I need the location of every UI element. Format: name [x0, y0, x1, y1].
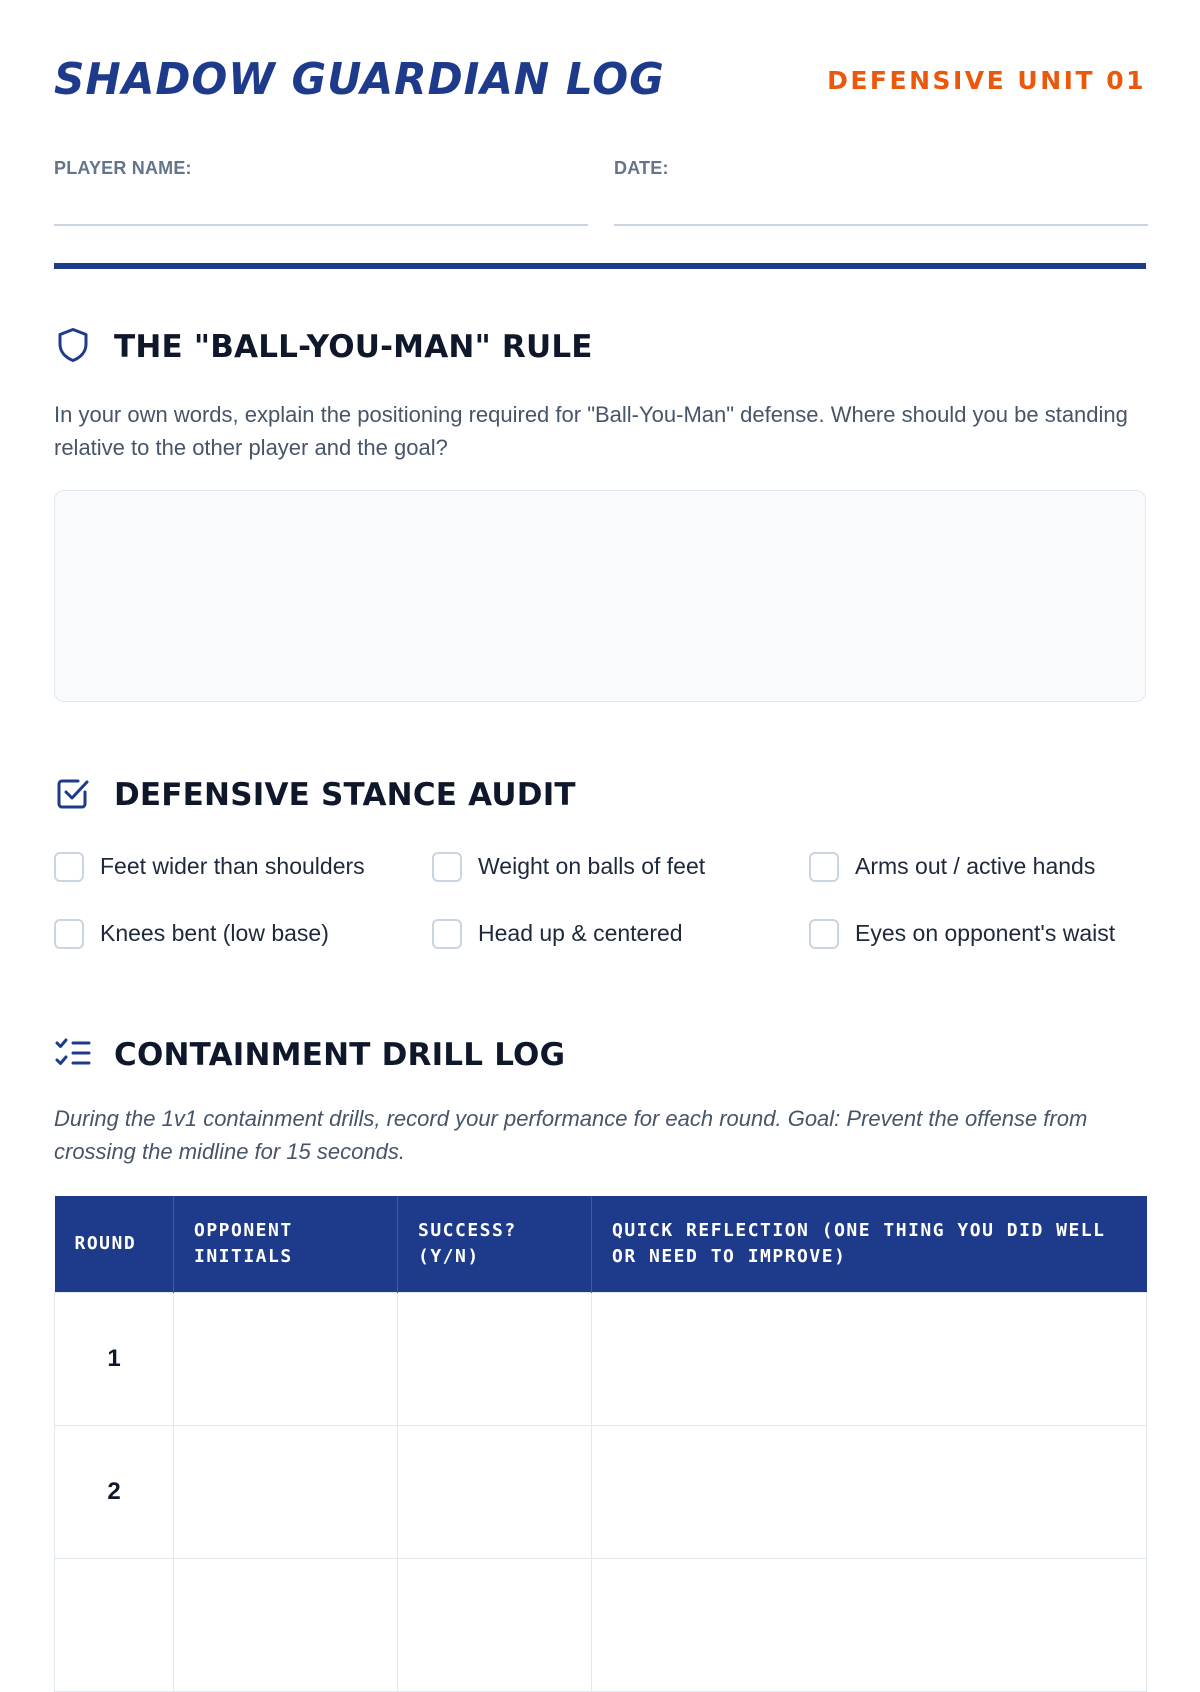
stance-checklist — [54, 852, 1146, 962]
round-number — [55, 1559, 174, 1692]
player-name-field[interactable] — [54, 158, 588, 226]
checkbox[interactable] — [809, 919, 839, 949]
column-header-round: ROUND — [55, 1196, 174, 1293]
table-row — [55, 1559, 1147, 1692]
shield-icon — [54, 326, 92, 364]
ball-you-man-prompt: In your own words, explain the positioning required for "Ball-You-Man" defense. Where should you be standing relative to the other player and the goal? — [54, 402, 1128, 460]
page-header — [54, 52, 1146, 112]
column-header-reflection: QUICK REFLECTION (ONE THING YOU DID WELL OR NEED TO IMPROVE) — [592, 1196, 1147, 1293]
success-cell[interactable] — [398, 1559, 592, 1692]
drill-prompt: During the 1v1 containment drills, record your performance for each round. Goal: Prevent the offense from crossing the midline for 15 seconds. — [54, 1106, 1088, 1164]
unit-badge: DEFENSIVE UNIT 01 — [827, 66, 1146, 95]
date-field[interactable] — [614, 158, 1148, 226]
checklist-item-label: Feet wider than shoulders — [100, 853, 365, 879]
checkbox-checked-icon — [54, 774, 92, 812]
section-ball-you-man-title: THE "BALL-YOU-MAN" RULE — [114, 329, 593, 365]
section-drill-header — [54, 1034, 1146, 1074]
table-row — [55, 1293, 1147, 1426]
section-ball-you-man-header — [54, 326, 1146, 366]
page-title: SHADOW GUARDIAN LOG — [54, 54, 665, 105]
date-label: DATE: — [614, 158, 669, 178]
round-number: 1 — [55, 1293, 174, 1426]
section-stance-header — [54, 774, 1146, 814]
success-cell[interactable] — [398, 1293, 592, 1426]
reflection-cell[interactable] — [592, 1559, 1147, 1692]
checkbox[interactable] — [809, 852, 839, 882]
list-checks-icon — [54, 1034, 92, 1072]
header-divider — [54, 263, 1146, 269]
checkbox[interactable] — [54, 852, 84, 882]
section-drill-title: CONTAINMENT DRILL LOG — [114, 1037, 566, 1073]
opponent-initials-cell[interactable] — [174, 1559, 398, 1692]
success-cell[interactable] — [398, 1426, 592, 1559]
section-stance-title: DEFENSIVE STANCE AUDIT — [114, 777, 576, 813]
column-header-success: SUCCESS? (Y/N) — [398, 1196, 592, 1293]
checklist-item-label: Knees bent (low base) — [100, 920, 329, 946]
checkbox[interactable] — [432, 852, 462, 882]
reflection-cell[interactable] — [592, 1293, 1147, 1426]
reflection-cell[interactable] — [592, 1426, 1147, 1559]
round-number: 2 — [55, 1426, 174, 1559]
ball-you-man-answer-box[interactable] — [54, 490, 1146, 702]
table-row — [55, 1426, 1147, 1559]
column-header-opponent: OPPONENT INITIALS — [174, 1196, 398, 1293]
checklist-item-label: Arms out / active hands — [855, 853, 1096, 879]
checkbox[interactable] — [54, 919, 84, 949]
drill-log-table — [54, 1196, 1147, 1692]
player-name-label: PLAYER NAME: — [54, 158, 192, 178]
table-header-row — [55, 1196, 1147, 1293]
date-input-line[interactable] — [614, 224, 1148, 226]
checkbox[interactable] — [432, 919, 462, 949]
checklist-item-label: Eyes on opponent's waist — [855, 920, 1116, 946]
opponent-initials-cell[interactable] — [174, 1293, 398, 1426]
checklist-item-label: Head up & centered — [478, 920, 683, 946]
opponent-initials-cell[interactable] — [174, 1426, 398, 1559]
checklist-item-label: Weight on balls of feet — [478, 853, 706, 879]
player-name-input-line[interactable] — [54, 224, 588, 226]
